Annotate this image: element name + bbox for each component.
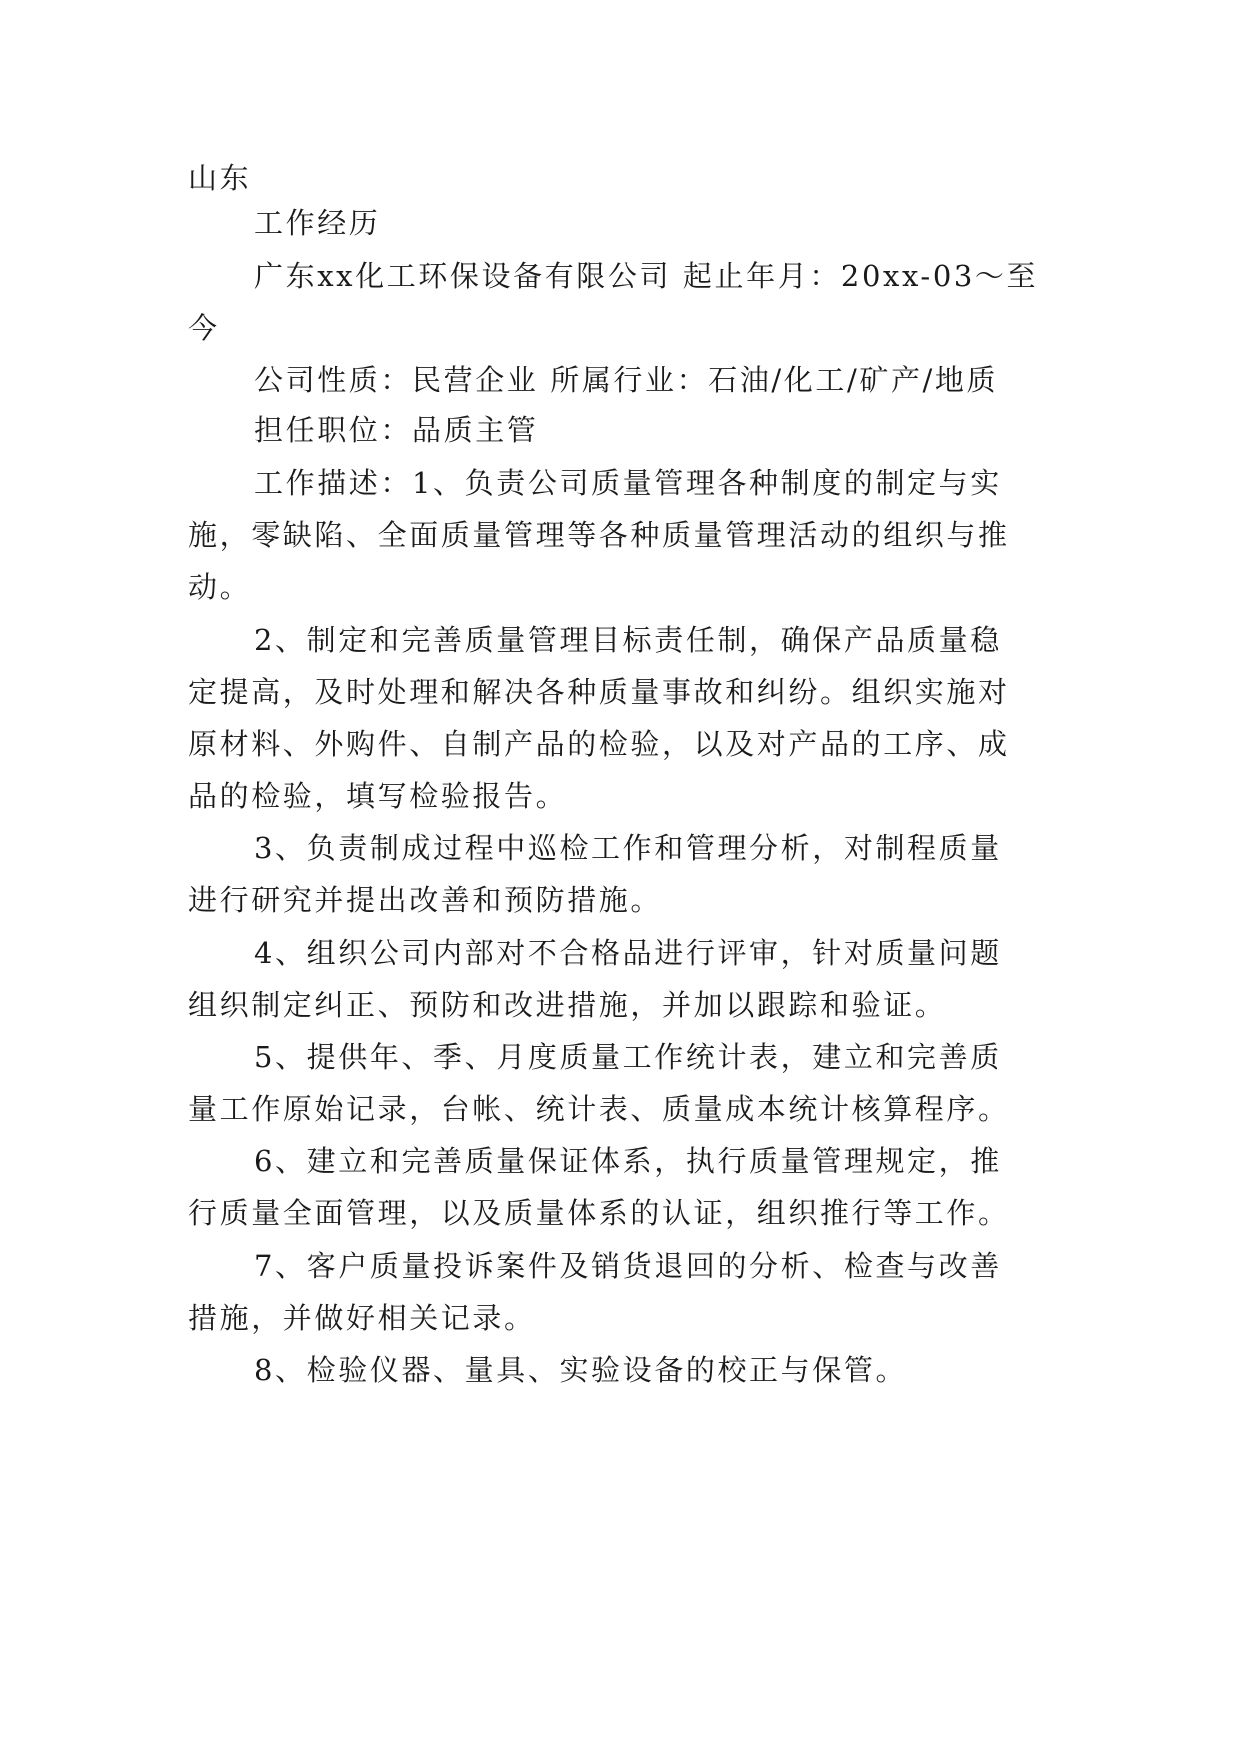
text-line-position: 担任职位：品质主管 — [254, 413, 539, 447]
text-line-duty-2a: 2、制定和完善质量管理目标责任制，确保产品质量稳 — [254, 623, 1002, 657]
text-line-duty-6a: 6、建立和完善质量保证体系，执行质量管理规定，推 — [254, 1144, 1002, 1178]
text-line-duty-3a: 3、负责制成过程中巡检工作和管理分析，对制程质量 — [254, 831, 1002, 865]
text-line-duty-8: 8、检验仪器、量具、实验设备的校正与保管。 — [254, 1353, 908, 1387]
text-line-duty-2b: 定提高，及时处理和解决各种质量事故和纠纷。组织实施对 — [188, 675, 1010, 709]
text-line-duty-1a: 工作描述：1、负责公司质量管理各种制度的制定与实 — [254, 466, 1002, 500]
text-line-duty-3b: 进行研究并提出改善和预防措施。 — [188, 883, 663, 917]
text-line-duty-7b: 措施，并做好相关记录。 — [188, 1301, 536, 1335]
text-line-province: 山东 — [188, 161, 252, 195]
text-line-duty-5a: 5、提供年、季、月度质量工作统计表，建立和完善质 — [254, 1040, 1002, 1074]
text-line-duty-7a: 7、客户质量投诉案件及销货退回的分析、检查与改善 — [254, 1249, 1002, 1283]
text-line-duty-1c: 动。 — [188, 570, 252, 604]
text-line-duty-5b: 量工作原始记录，台帐、统计表、质量成本统计核算程序。 — [188, 1092, 1010, 1126]
text-line-duty-2c: 原材料、外购件、自制产品的检验，以及对产品的工序、成 — [188, 727, 1010, 761]
text-line-duty-2d: 品的检验，填写检验报告。 — [188, 779, 568, 813]
text-line-period-end: 今 — [188, 311, 220, 345]
text-line-duty-4b: 组织制定纠正、预防和改进措施，并加以跟踪和验证。 — [188, 988, 947, 1022]
text-line-duty-1b: 施，零缺陷、全面质量管理等各种质量管理活动的组织与推 — [188, 518, 1010, 552]
text-line-company-nature: 公司性质：民营企业 所属行业：石油/化工/矿产/地质 — [254, 363, 999, 397]
text-line-duty-4a: 4、组织公司内部对不合格品进行评审，针对质量问题 — [254, 936, 1002, 970]
text-line-company-period: 广东xx化工环保设备有限公司 起止年月：20xx-03～至 — [254, 259, 1039, 293]
text-line-duty-6b: 行质量全面管理，以及质量体系的认证，组织推行等工作。 — [188, 1196, 1010, 1230]
section-heading-work-experience: 工作经历 — [254, 206, 381, 240]
